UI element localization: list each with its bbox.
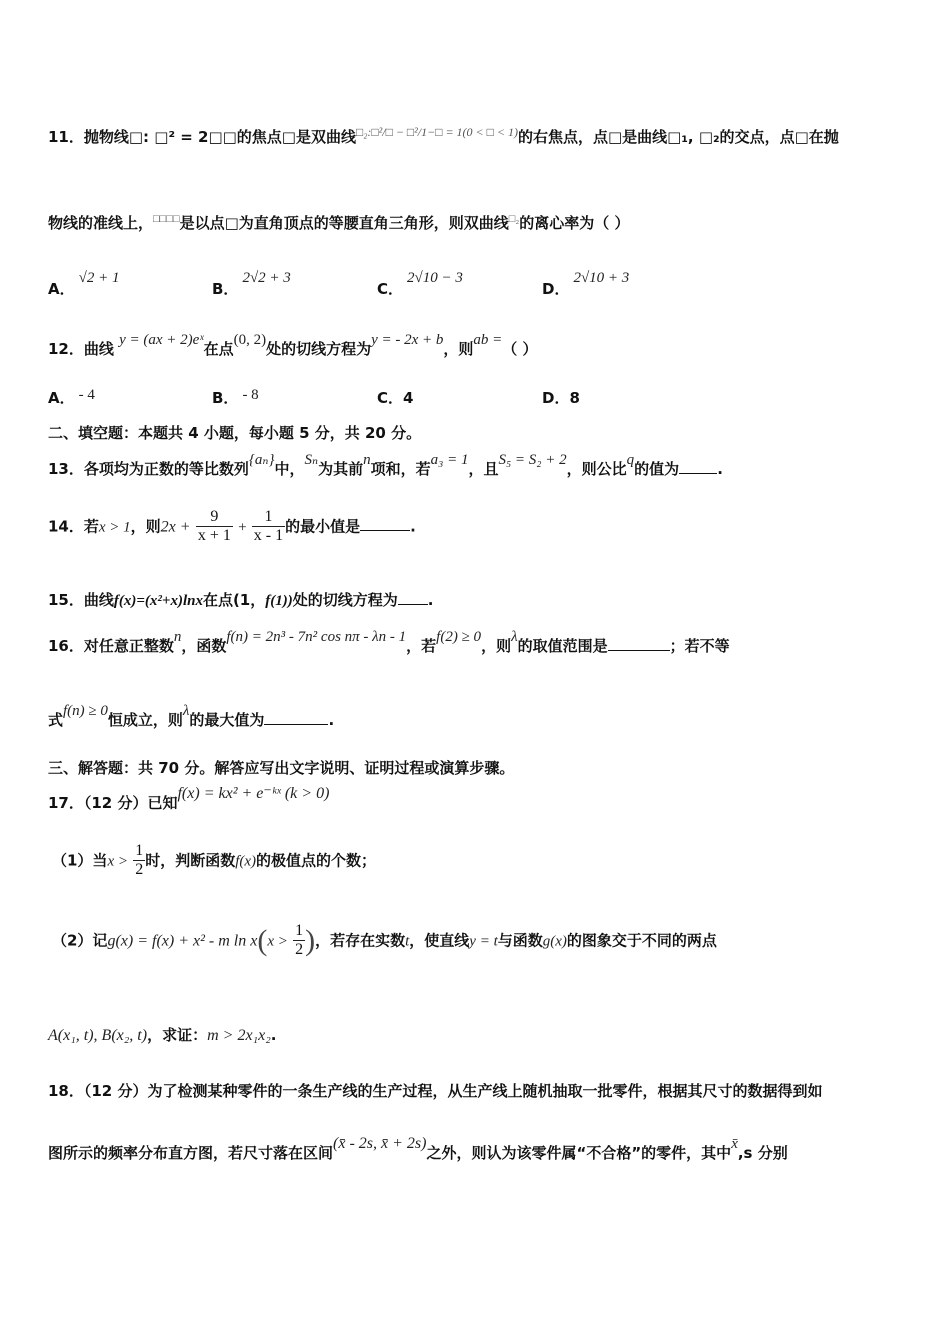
q14-text-c: 的最小值是 xyxy=(285,517,361,536)
q12-tangent-line: y = - 2x + b xyxy=(371,332,444,348)
q11-option-c xyxy=(377,270,463,299)
q17-p2-ineq: m > 2x₁x₂ xyxy=(207,1027,271,1044)
frac-den: 2 xyxy=(295,941,304,959)
q13-text-g: 的值为 xyxy=(634,460,680,478)
frac-den: 2 xyxy=(135,861,144,879)
q15-text-a: 15．曲线 xyxy=(48,591,114,609)
q16-text-h: 恒成立，则 xyxy=(107,711,183,729)
q17-p2-cond: x > xyxy=(267,933,288,950)
left-paren: ( xyxy=(257,923,268,957)
q17-p2-text-f: ，求证： xyxy=(147,1026,208,1044)
option-label: B． xyxy=(212,280,239,298)
q17-p2-gx: g(x) xyxy=(542,933,567,950)
q16-text-e: 的取值范围是 xyxy=(517,637,608,655)
answer-blank xyxy=(360,516,410,531)
q12-text-b: 在点 xyxy=(203,340,234,358)
q18-line2 xyxy=(48,1135,788,1163)
q18-interval: (x̄ - 2s, x̄ + 2s) xyxy=(333,1135,427,1152)
option-value: - 8 xyxy=(242,387,259,403)
q17-text-a: 17．（12 分）已知 xyxy=(48,794,178,812)
q17-p2-text-a: （2）记 xyxy=(52,931,108,950)
frac-num: 1 xyxy=(293,922,305,941)
q14-fraction-2 xyxy=(252,508,285,546)
q16-n: n xyxy=(173,629,182,645)
q16-line2: 式f(n) ≥ 0恒成立，则λ的最大值为 . xyxy=(48,703,335,729)
section-fill-in-title: 二、填空题：本题共 4 小题，每小题 5 分，共 20 分。 xyxy=(48,424,422,442)
option-label: B． xyxy=(212,389,239,407)
q12-option-b xyxy=(212,387,259,408)
q15-line: 15．曲线f(x)=(x²+x)lnx在点(1，f(1))处的切线方程为 . xyxy=(48,591,434,609)
q11-text-e: 的离心率为（ ） xyxy=(519,214,630,232)
q16-text-c: ，若 xyxy=(406,637,437,655)
q16-line1 xyxy=(48,629,730,656)
q12-text-c: 处的切线方程为 xyxy=(266,340,372,358)
q12-option-a xyxy=(48,387,95,408)
q13-line: 13．各项均为正数的等比数列{aₙ}中，Sₙ为其前n项和，若a₃ = 1，且S₅ = S₂ + 2，则公比q的值为 . xyxy=(48,452,723,478)
q11-boxes: □□□□ xyxy=(153,213,180,225)
q13-text-d: 项和，若 xyxy=(370,460,431,478)
option-value: √2 + 1 xyxy=(78,270,120,286)
q17-p2-points: A(x₁, t), B(x₂, t) xyxy=(48,1027,148,1044)
q17-part2-line2 xyxy=(48,1026,276,1045)
q11-text-b: 的右焦点，点□是曲线□₁, □₂的交点，点□在抛 xyxy=(517,128,839,146)
q16-f2: f(2) ≥ 0 xyxy=(436,629,482,645)
option-value: - 4 xyxy=(78,387,95,403)
q11-option-b xyxy=(212,270,291,299)
option-label: C． xyxy=(377,389,404,407)
q16-text-d: ，则 xyxy=(481,637,512,655)
option-label: A． xyxy=(48,280,75,298)
q17-p1-f: f(x) xyxy=(235,853,257,870)
q11-option-a xyxy=(48,270,120,299)
answer-blank xyxy=(264,710,328,725)
q17-line xyxy=(48,785,330,813)
frac-num: 1 xyxy=(133,842,145,861)
q13-n: n xyxy=(363,452,371,468)
q15-text-b: 在点(1， xyxy=(202,591,266,609)
q16-lambda: λ xyxy=(511,629,518,645)
q11-text-c: 物线的准线上， xyxy=(48,214,154,232)
q14-text-a: 14．若 xyxy=(48,517,99,536)
q17-p1-text-b: 时，判断函数 xyxy=(145,851,236,870)
q12-line xyxy=(48,332,538,359)
option-value: 2√2 + 3 xyxy=(242,270,291,286)
option-label: C． xyxy=(377,280,404,298)
q14-expr-lead: 2x + xyxy=(160,518,191,536)
q13-text-b: 中， xyxy=(274,460,305,478)
q18-text-c: 之外，则认为该零件属“不合格”的零件，其中 xyxy=(426,1144,732,1162)
q17-p1-text-a: （1）当 xyxy=(52,851,108,870)
option-label: D． xyxy=(542,280,570,298)
q14-text-b: ，则 xyxy=(130,517,161,536)
q11-option-d xyxy=(542,270,630,299)
q17-p1-text-c: 的极值点的个数； xyxy=(256,851,377,870)
q12-option-d xyxy=(542,387,580,408)
q17-p2-text-b: ，若存在实数 xyxy=(315,931,406,950)
q16-text-a: 16．对任意正整数 xyxy=(48,637,174,655)
q13-seq: {aₙ} xyxy=(248,452,275,468)
q15-text-c: 处的切线方程为 xyxy=(292,591,398,609)
frac-num: 1 xyxy=(252,508,285,527)
q18-text-b: 图所示的频率分布直方图，若尺寸落在区间 xyxy=(48,1144,334,1162)
q16-fn: f(n) = 2n³ - 7n² cos nπ - λn - 1 xyxy=(226,629,407,645)
frac-num: 9 xyxy=(196,508,233,527)
q16-text-i: 的最大值为 xyxy=(189,711,265,729)
q17-p2-g: g(x) = f(x) + x² - m ln x xyxy=(107,932,258,950)
q14-fraction-1 xyxy=(196,508,233,546)
frac-den: x + 1 xyxy=(197,527,231,545)
q17-p2-fraction xyxy=(293,922,305,960)
q12-text-d: ，则 xyxy=(443,340,474,358)
q17-p2-text-d: 与函数 xyxy=(497,931,543,950)
q18-text-d: ,s 分别 xyxy=(737,1144,788,1162)
q12-ab: ab = xyxy=(473,332,503,348)
q16-text-g: 式 xyxy=(48,711,64,729)
q13-q: q xyxy=(626,452,635,468)
option-value: 2√10 + 3 xyxy=(573,270,630,286)
q17-p2-line: y = t xyxy=(469,933,498,950)
option-label: A． xyxy=(48,389,75,407)
q17-part1 xyxy=(52,842,376,880)
q15-f1: f(1)) xyxy=(265,593,293,609)
q13-text-e: ，且 xyxy=(468,460,499,478)
q14-line: 14．若x > 1，则2x + $\frac{9}{x + 1}$ + $\frac{1}{x - 1}$ 的最小值是 . xyxy=(48,508,416,545)
q17-fx: f(x) = kx² + e⁻ᵏˣ (k > 0) xyxy=(177,785,330,802)
q13-text-f: ，则公比 xyxy=(566,460,627,478)
q11-text-d: 是以点□为直角顶点的等腰直角三角形，则双曲线 xyxy=(179,214,509,232)
q11-hyperbola: □₂:□²/□ − □²/1−□ = 1(0 < □ < 1) xyxy=(355,125,518,139)
option-value: 4 xyxy=(403,389,414,407)
option-label: D． xyxy=(542,389,570,407)
q11-line1 xyxy=(48,125,839,146)
option-value: 2√10 − 3 xyxy=(407,270,463,286)
frac-den: x - 1 xyxy=(253,527,284,545)
q11-line2 xyxy=(48,214,630,232)
q16-lambda-2: λ xyxy=(182,703,190,719)
q16-text-b: ，函数 xyxy=(181,637,227,655)
q17-part2 xyxy=(52,922,717,960)
answer-blank xyxy=(679,459,717,474)
answer-blank xyxy=(608,636,670,651)
q17-p2-t: t xyxy=(405,933,410,950)
q18-line1: 18．（12 分）为了检测某种零件的一条生产线的生产过程，从生产线上随机抽取一批零件，根据其尺寸的数据得到如 xyxy=(48,1082,823,1100)
answer-blank xyxy=(398,590,428,605)
q17-p1-cond: x > xyxy=(107,853,128,870)
q13-text-c: 为其前 xyxy=(318,460,364,478)
q17-p2-end: . xyxy=(270,1026,277,1044)
option-value: 8 xyxy=(569,389,580,407)
section-solve-title: 三、解答题：共 70 分。解答应写出文字说明、证明过程或演算步骤。 xyxy=(48,759,515,777)
q11-c2: □₂ xyxy=(508,213,520,225)
q11-text-a: 11．抛物线□: □² = 2□□的焦点□是双曲线 xyxy=(48,128,356,146)
q16-fn0: f(n) ≥ 0 xyxy=(63,703,108,719)
q12-option-c xyxy=(377,387,413,408)
q17-p2-text-e: 的图象交于不同的两点 xyxy=(566,931,717,950)
q17-p2-text-c: ，使直线 xyxy=(409,931,470,950)
q13-s5: S₅ = S₂ + 2 xyxy=(498,452,567,468)
q14-cond: x > 1 xyxy=(98,519,131,536)
q12-curve: y = (ax + 2)eˣ xyxy=(119,332,204,348)
q13-text-a: 13．各项均为正数的等比数列 xyxy=(48,460,249,478)
q13-sn: Sₙ xyxy=(304,452,319,468)
q12-text-a: 12．曲线 xyxy=(48,340,114,358)
q12-text-e: （ ） xyxy=(502,340,538,358)
q18-xbar: x̄ xyxy=(731,1136,738,1152)
q16-text-f: ；若不等 xyxy=(669,637,730,655)
q13-a3: a₃ = 1 xyxy=(430,452,469,468)
q12-point: (0, 2) xyxy=(233,332,267,348)
right-paren: ) xyxy=(305,923,316,957)
q15-fx: f(x)=(x²+x)lnx xyxy=(113,593,203,609)
q17-p1-fraction xyxy=(133,842,145,880)
q14-plus: + xyxy=(238,519,247,536)
